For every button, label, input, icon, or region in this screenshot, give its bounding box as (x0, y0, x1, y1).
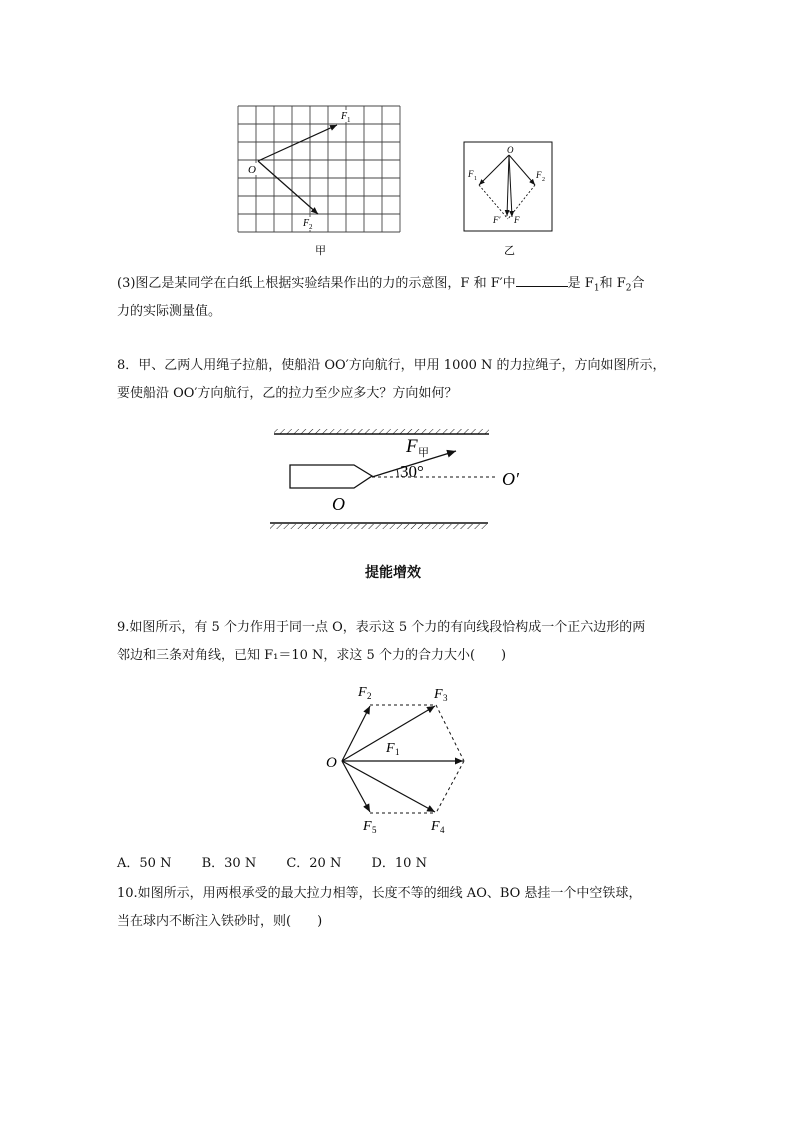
f2-arrow (509, 155, 535, 185)
q8-line1: 8．甲、乙两人用绳子拉船，使船沿 OO′方向航行，甲用 1000 N 的力拉绳子，方向如图所示， (117, 358, 666, 373)
q9-options (117, 850, 453, 878)
f1-sub: 1 (395, 747, 400, 757)
f1-label: F (341, 111, 348, 122)
f4-label: F (431, 819, 440, 834)
q7-part3-sub2: 2 (625, 283, 632, 294)
f2-sub: 2 (367, 691, 372, 701)
f2-label: F (303, 218, 310, 229)
option-a[interactable]: A．50 N (117, 856, 172, 871)
f2-sub: 2 (309, 223, 313, 231)
option-b[interactable]: B．30 N (201, 856, 257, 871)
f2-sub: 2 (542, 177, 545, 183)
q9-line2: 邻边和三条对角线，已知 F₁＝10 N，求这 5 个力的合力大小( ) (117, 648, 507, 663)
f1-label: F (468, 169, 474, 179)
q8-boat-figure (260, 418, 540, 533)
q7-part3-line2: 力的实际测量值。 (117, 304, 222, 319)
f2-label: F (358, 685, 367, 700)
q9-line1: 9.如图所示，有 5 个力作用于同一点 O，表示这 5 个力的有向线段恰构成一个正六边形的两 (117, 620, 646, 635)
f5-sub: 5 (372, 825, 377, 835)
q7-part3-text-d: 合 (631, 276, 645, 291)
f-prime-label: F′ (493, 215, 501, 225)
f-prime-arrow (507, 155, 509, 216)
f1-sub: 1 (347, 116, 351, 124)
f3-sub: 3 (443, 693, 448, 703)
caption-yi: 乙 (504, 245, 515, 257)
point-o-label: O (326, 755, 337, 771)
answer-blank[interactable] (516, 272, 568, 287)
q7-part3-text-a: (3)图乙是某同学在白纸上根据实验结果作出的力的示意图，F 和 F′中 (117, 276, 516, 291)
option-c[interactable]: C．20 N (286, 856, 342, 871)
boat-rope-diagram (260, 418, 540, 533)
f-jia-sub: 甲 (418, 447, 429, 459)
f1-arrow (479, 155, 509, 185)
q10-line2: 当在球内不断注入铁砂时，则( ) (117, 914, 323, 929)
q9-hexagon-figure (318, 676, 480, 838)
f1-label: F (386, 741, 395, 756)
f1-sub: 1 (474, 176, 477, 182)
angle-label: 30° (400, 462, 424, 481)
grid-force-diagram (236, 104, 402, 262)
q10-line1: 10.如图所示，用两根承受的最大拉力相等，长度不等的细线 AO、BO 悬挂一个中空铁球， (117, 886, 642, 901)
point-o-label: O (248, 164, 256, 176)
option-d[interactable]: D．10 N (371, 856, 427, 871)
caption-jia: 甲 (315, 245, 326, 257)
q7-part3-sub1: 1 (593, 283, 600, 294)
f-arrow (509, 155, 512, 217)
f2-arrow (258, 161, 318, 214)
q8-line2: 要使船沿 OO′方向航行，乙的拉力至少应多大？方向如何？ (117, 386, 458, 401)
point-o-label: O (507, 145, 514, 155)
f-label: F (514, 215, 520, 225)
q7-figure-jia (236, 104, 402, 262)
point-o-prime-label: O′ (502, 469, 519, 489)
f-jia-label: F (406, 436, 418, 457)
f1-arrow (258, 125, 337, 161)
f4-sub: 4 (440, 825, 445, 835)
f5-label: F (363, 819, 372, 834)
q7-part3-text-c: 和 F (599, 276, 626, 291)
boat (290, 465, 372, 488)
q7-part3-text-b: 是 F (567, 276, 594, 291)
f2-label: F (536, 170, 542, 180)
f3-label: F (434, 687, 443, 702)
section-heading: 提能增效 (365, 565, 421, 581)
hexagon-force-diagram (318, 676, 480, 838)
q7-figure-yi (462, 140, 556, 262)
point-o-label: O (332, 494, 345, 514)
parallelogram-diagram (462, 140, 556, 262)
